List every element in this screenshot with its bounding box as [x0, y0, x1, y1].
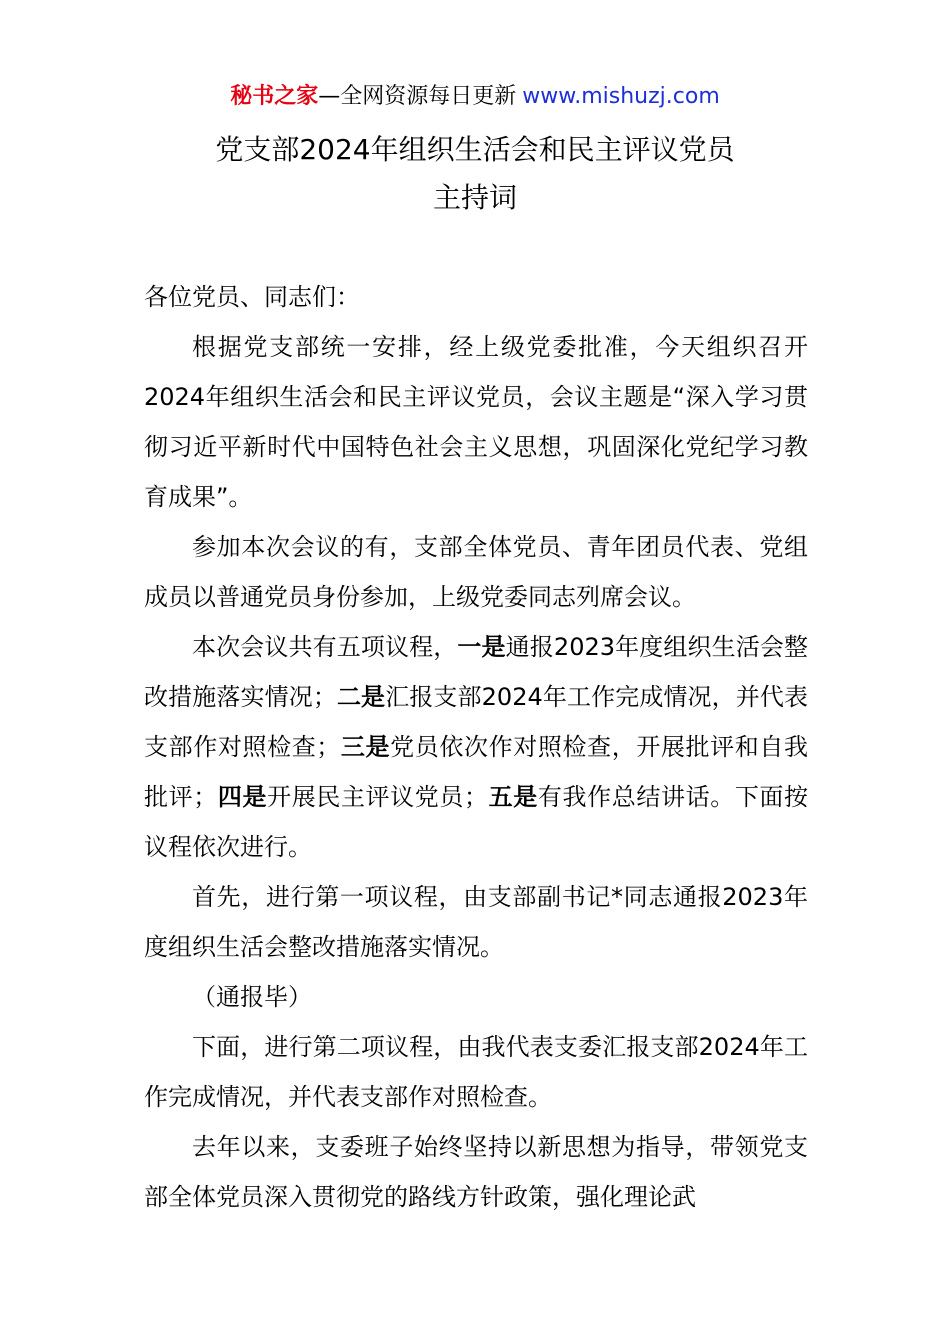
- header-tagline: —全网资源每日更新: [318, 84, 517, 109]
- title-line-2: 主持词: [432, 181, 517, 214]
- paragraph-attendees: 参加本次会议的有，支部全体党员、青年团员代表、党组成员以普通党员身份参加，上级党委同志列席会议。: [144, 533, 808, 611]
- document-body: [144, 272, 808, 1222]
- paragraph-report-done: （通报毕）: [192, 983, 312, 1011]
- agenda-item-2-text: 汇报支部2024年工作完成情况，并代表支部作对照检查；: [144, 683, 809, 761]
- agenda-item-1-text: 通报2023年度组织生活会整改措施落实情况；: [144, 633, 809, 711]
- paragraph-first-item: 首先，进行第一项议程，由支部副书记*同志通报2023年度组织生活会整改措施落实情况。: [144, 883, 808, 961]
- title-line-1: 党支部2024年组织生活会和民主评议党员: [215, 133, 735, 166]
- site-header: [0, 80, 950, 114]
- agenda-item-3-key: 三是: [340, 733, 391, 761]
- agenda-item-4-key: 四是: [217, 783, 268, 811]
- paragraph-agenda: [144, 622, 808, 872]
- paragraph-work-summary: 去年以来，支委班子始终坚持以新思想为指导，带领党支部全体党员深入贯彻党的路线方针政策，强化理论武: [144, 1133, 808, 1211]
- agenda-item-5-text: 有我作总结讲话。下面按议程依次进行。: [144, 783, 809, 861]
- salutation: 各位党员、同志们：: [144, 283, 360, 311]
- agenda-item-3-text: 党员依次作对照检查，开展批评和自我批评；: [144, 733, 809, 811]
- brand-name: 秘书之家: [230, 84, 319, 109]
- document-title: [0, 126, 950, 222]
- paragraph-meeting-purpose: 根据党支部统一安排，经上级党委批准，今天组织召开2024年组织生活会和民主评议党员，会议主题是“深入学习贯彻习近平新时代中国特色社会主义思想，巩固深化党纪学习教育成果”。: [144, 333, 808, 511]
- site-url-link[interactable]: www.mishuzj.com: [522, 84, 720, 109]
- agenda-item-5-key: 五是: [488, 783, 538, 811]
- agenda-item-1-key: 一是: [457, 633, 506, 661]
- agenda-intro: 本次会议共有五项议程，: [192, 633, 458, 661]
- agenda-item-4-text: 开展民主评议党员；: [267, 783, 489, 811]
- paragraph-second-item: 下面，进行第二项议程，由我代表支委汇报支部2024年工作完成情况，并代表支部作对照检查。: [144, 1033, 808, 1111]
- agenda-item-2-key: 二是: [336, 683, 386, 711]
